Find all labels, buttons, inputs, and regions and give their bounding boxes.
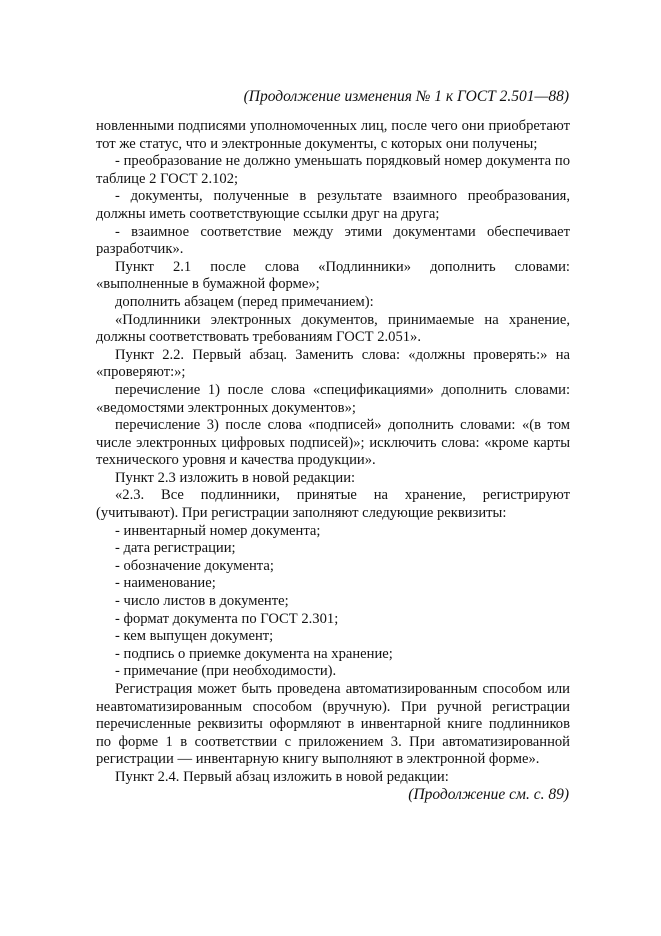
list-item: - кем выпущен документ; bbox=[115, 628, 274, 645]
list-item: - подпись о приемке документа на хранение; bbox=[115, 645, 393, 662]
list-item: - наименование; bbox=[115, 575, 216, 592]
list-item: - взаимное соответствие между этими документами обеспечивает разработчик». bbox=[96, 223, 570, 258]
paragraph: «2.3. Все подлинники, принятые на хранение, регистрируют (учитывают). При регистрации заполняют следующие реквизиты: bbox=[96, 487, 570, 522]
document-body bbox=[96, 118, 570, 787]
paragraph: перечисление 1) после слова «спецификациями» дополнить словами: «ведомостями электронных документов»; bbox=[96, 381, 570, 416]
paragraph: Пункт 2.3 изложить в новой редакции: bbox=[115, 469, 356, 486]
paragraph: Регистрация может быть проведена автоматизированным способом или неавтоматизированным способом (вручную). При ручной регистрации перечисленные реквизиты оформляют в инвентарной книге подлинников по форме 1 в соответствии с приложением 3. При автоматизированной регистрации — инвентарную книгу выполняют в электронной форме». bbox=[96, 681, 570, 768]
paragraph: новленными подписями уполномоченных лиц, после чего они приобретают тот же статус, что и электронные документы, с которых они получены; bbox=[96, 118, 570, 152]
list-item: - формат документа по ГОСТ 2.301; bbox=[115, 610, 339, 627]
paragraph: перечисление 3) после слова «подписей» дополнить словами: «(в том числе электронных цифровых подписей)»; исключить слова: «кроме карты технического уровня и качества продукции». bbox=[96, 417, 570, 469]
paragraph: Пункт 2.2. Первый абзац. Заменить слова: «должны проверять:» на «проверяют:»; bbox=[96, 346, 570, 381]
list-item: - число листов в документе; bbox=[115, 593, 289, 610]
running-header: (Продолжение изменения № 1 к ГОСТ 2.501—88) bbox=[243, 88, 569, 105]
list-item: - преобразование не должно уменьшать порядковый номер документа по таблице 2 ГОСТ 2.102; bbox=[96, 153, 570, 187]
list-item: - инвентарный номер документа; bbox=[115, 522, 321, 539]
list-item: - примечание (при необходимости). bbox=[115, 663, 337, 680]
list-item: - дата регистрации; bbox=[115, 540, 236, 557]
paragraph: Пункт 2.1 после слова «Подлинники» дополнить словами: «выполненные в бумажной форме»; bbox=[96, 258, 570, 293]
paragraph: «Подлинники электронных документов, принимаемые на хранение, должны соответствовать требованиям ГОСТ 2.051». bbox=[96, 311, 570, 346]
paragraph: Пункт 2.4. Первый абзац изложить в новой редакции: bbox=[115, 768, 449, 785]
list-item: - обозначение документа; bbox=[115, 557, 274, 574]
continuation-note: (Продолжение см. с. 89) bbox=[408, 786, 569, 803]
paragraph: дополнить абзацем (перед примечанием): bbox=[115, 293, 374, 310]
list-item: - документы, полученные в результате взаимного преобразования, должны иметь соответствующие ссылки друг на друга; bbox=[96, 188, 570, 222]
